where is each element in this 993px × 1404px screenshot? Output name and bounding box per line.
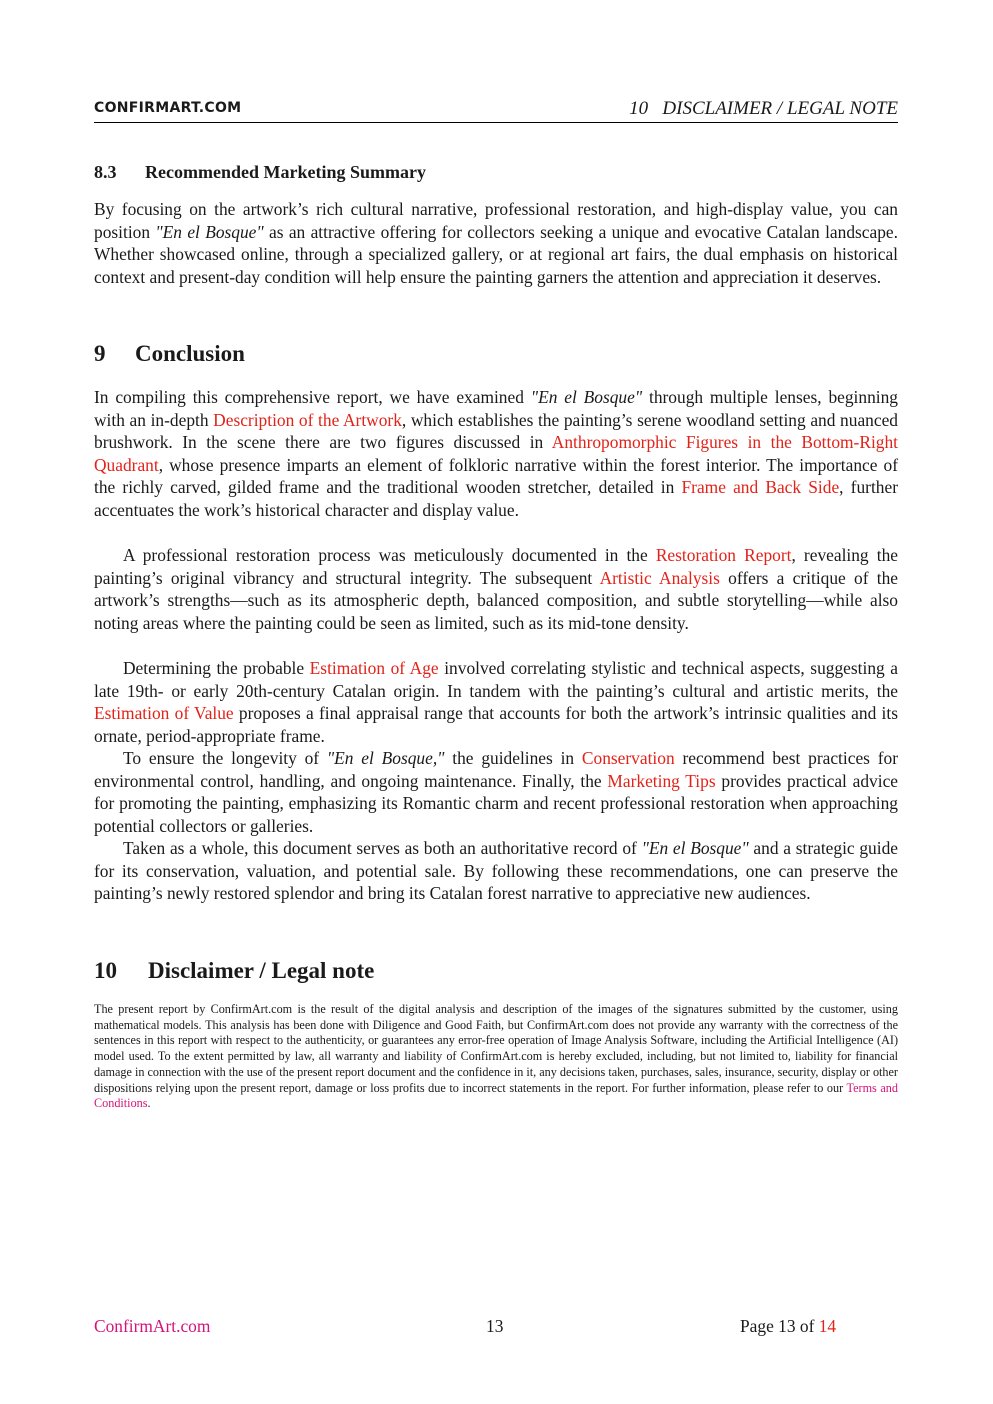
conclusion-paragraph-1 [94, 386, 898, 522]
link-frame-and-back-side[interactable]: Frame and Back Side [681, 477, 840, 498]
disclaimer-paragraph [94, 1002, 898, 1112]
link-marketing-tips[interactable]: Marketing Tips [607, 770, 716, 791]
link-conservation[interactable]: Conservation [581, 748, 675, 768]
text-span: To ensure the longevity of [123, 748, 327, 768]
text-span: the guidelines in [444, 748, 582, 768]
text-span: proposes a final appraisal range that accounts for both the artwork’s intrinsic qualities and its ornate, period-appropriate frame. [94, 703, 898, 746]
text-span: through multiple lenses, beginning with an in-depth [94, 387, 898, 430]
link-last-page[interactable]: 14 [818, 1316, 837, 1336]
footer-site-link[interactable]: ConfirmArt.com [94, 1316, 211, 1336]
link-estimation-of-value[interactable]: Estimation of Value [94, 703, 234, 724]
conclusion-paragraph-5 [94, 837, 898, 905]
text-span: offers a critique of the artwork’s strengths—such as its atmospheric depth, balanced composition, and subtle storytelling—while also noting areas where the painting could be seen as limited, such as its mid-tone density. [94, 567, 899, 633]
footer-page-of [740, 1316, 836, 1337]
text-span: , revealing the painting’s original vibrancy and structural integrity. The subsequent [94, 545, 898, 588]
text-span: involved correlating stylistic and technical aspects, suggesting a late 19th- or early 20th-century Catalan origin. In tandem with the painting’s cultural and artistic merits, the [94, 658, 898, 701]
link-restoration-report[interactable]: Restoration Report [655, 545, 792, 565]
link-anthropomorphic-figures[interactable]: Anthropomorphic Figures in the Bottom-Right Quadrant [94, 432, 899, 475]
text-span: as an attractive offering for collectors seeking a unique and evocative Catalan landscape. Whether showcased online, through a specialized gallery, or at regional art fairs, the dual emphasis on historical context and present-day condition will help ensure the painting garners the attention and appreciation it deserves. [94, 221, 898, 287]
running-head: 10 DISCLAIMER / LEGAL NOTE [629, 98, 898, 119]
section-number: 9 [94, 341, 106, 366]
page-header [94, 98, 898, 123]
text-span: provides practical advice for promoting the painting, emphasizing its Romantic charm and recent professional restoration when approaching potential collectors or galleries. [94, 770, 899, 836]
section-heading-disclaimer [94, 958, 374, 984]
artwork-title: "En el Bosque" [641, 838, 749, 858]
subsection-title: Recommended Marketing Summary [145, 162, 426, 182]
link-artistic-analysis[interactable]: Artistic Analysis [599, 567, 720, 588]
text-span: Determining the probable [123, 658, 310, 678]
text-span: A professional restoration process was meticulously documented in the [123, 545, 656, 565]
footer-page-number: 13 [486, 1316, 504, 1336]
section-title: Conclusion [135, 341, 245, 366]
text-span: and a strategic guide for its conservation, valuation, and potential sale. By following these recommendations, one can preserve the painting’s newly restored splendor and bring its Catalan forest narrative to appreciative new audiences. [94, 838, 898, 904]
section-title: Disclaimer / Legal note [148, 958, 375, 983]
section-heading-conclusion [94, 341, 245, 367]
link-description-of-artwork[interactable]: Description of the Artwork [213, 409, 402, 430]
page-label: Page 13 of [740, 1316, 819, 1336]
text-span: , which establishes the painting’s serene woodland setting and nuanced brushwork. In the scene there are two figures discussed in [94, 409, 898, 453]
text-span: , further accentuates the work’s historical character and display value. [94, 477, 899, 520]
subsection-heading [94, 162, 426, 183]
conclusion-paragraph-2 [94, 544, 898, 634]
link-terms-and-conditions[interactable]: Terms and Conditions [94, 1080, 898, 1111]
text-span: . [147, 1096, 151, 1111]
conclusion-paragraph-3 [94, 657, 898, 747]
link-estimation-of-age[interactable]: Estimation of Age [309, 658, 439, 678]
subsection-number: 8.3 [94, 162, 117, 182]
marketing-summary-paragraph [94, 198, 898, 288]
text-span: The present report by ConfirmArt.com is the result of the digital analysis and description of the images of the signatures submitted by the customer, using mathematical models. This analysis has been done with Diligence and Good Faith, but ConfirmArt.com does not provide any warranty with the correctness of the sentences in this report with respect to the authenticity, or guarantees any error-free operation of Image Analysis Software, including the Artificial Intelligence (AI) model used. To the extent permitted by law, all warranty and liability of ConfirmArt.com is hereby excluded, including, but not limited to, liability for financial damage in connection with the use of the present report document and the confidence in it, any decisions taken, purchases, sales, insurance, security, display or other dispositions relying upon the present report, damage or loss profits due to incorrect statements in the report. For further information, please refer to our [94, 1002, 898, 1095]
text-span: recommend best practices for environmental control, handling, and ongoing maintenance. Finally, the [94, 748, 898, 791]
section-number: 10 [94, 958, 117, 983]
confirmart-logo: CONFIRMART.COM [94, 100, 242, 116]
artwork-title: "En el Bosque" [530, 387, 643, 407]
text-span: , whose presence imparts an element of folkloric narrative within the forest interior. The importance of the richly carved, gilded frame and the traditional wooden stretcher, detailed in [94, 454, 898, 498]
artwork-title: "En el Bosque," [326, 748, 445, 768]
text-span: By focusing on the artwork’s rich cultural narrative, professional restoration, and high-display value, you can position [94, 199, 898, 242]
text-span: In compiling this comprehensive report, we have examined [94, 387, 531, 407]
text-span: Taken as a whole, this document serves as both an authoritative record of [123, 838, 642, 858]
conclusion-paragraph-4 [94, 747, 898, 837]
artwork-title: "En el Bosque" [155, 221, 264, 242]
